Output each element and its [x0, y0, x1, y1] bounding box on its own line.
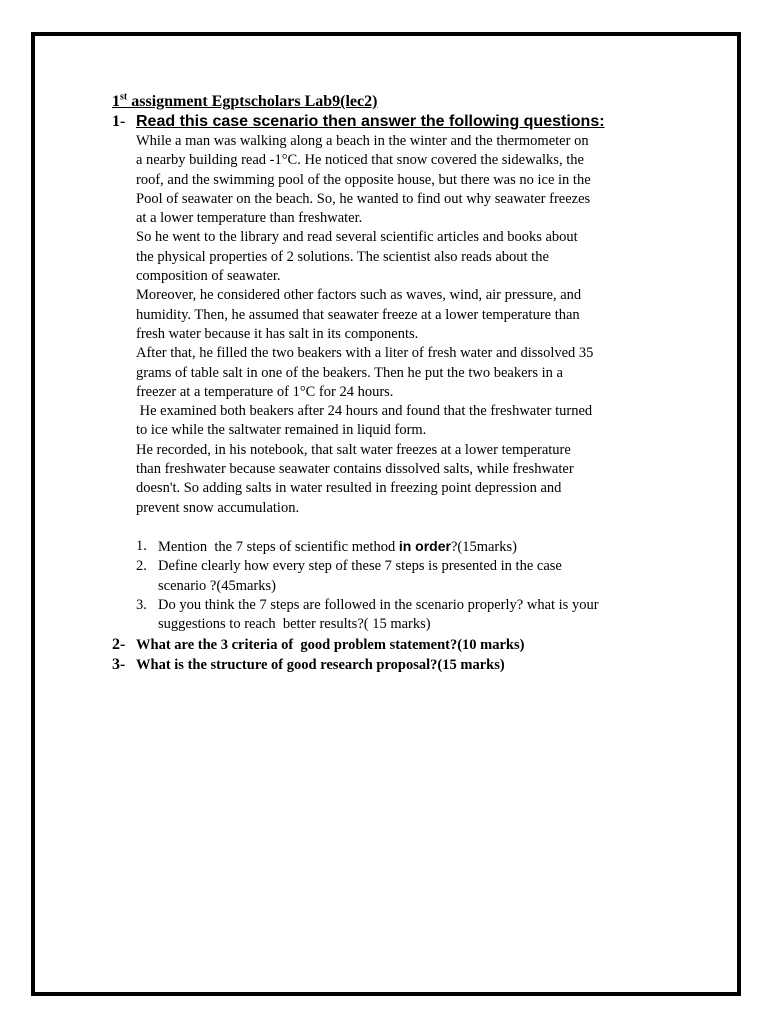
- scenario-line: Pool of seawater on the beach. So, he wanted to find out why seawater freezes: [136, 190, 591, 207]
- scenario-line: composition of seawater.: [136, 268, 281, 285]
- scenario-line: fresh water because it has salt in its components.: [136, 325, 419, 342]
- scenario-line: While a man was walking along a beach in the winter and the thermometer on: [136, 133, 589, 149]
- scenario-line: than freshwater because seawater contains dissolved salts, while freshwater: [136, 461, 574, 478]
- question-1-text: Read this case scenario then answer the following questions:: [136, 113, 605, 130]
- question-3: 3- What is the structure of good research proposal?(15 marks): [112, 656, 505, 674]
- scenario-line: freezer at a temperature of 1°C for 24 hours.: [136, 383, 394, 400]
- scenario-line: grams of table salt in one of the beakers. Then he put the two beakers in a: [136, 364, 563, 381]
- scenario-line: Moreover, he considered other factors such as waves, wind, air pressure, and: [136, 287, 582, 304]
- scenario-line: a nearby building read -1°C. He noticed that snow covered the sidewalks, the: [136, 152, 584, 169]
- scenario-line: doesn't. So adding salts in water resulted in freezing point depression and: [136, 480, 562, 497]
- question-2: 2- What are the 3 criteria of good problem statement?(10 marks): [112, 636, 525, 654]
- scenario-line: to ice while the saltwater remained in liquid form.: [136, 422, 427, 439]
- case-scenario: [136, 132, 672, 518]
- sub-question-2: 2. Define clearly how every step of these 7 steps is presented in the case scenario ?(45marks): [136, 558, 562, 594]
- sub-question-3: 3. Do you think the 7 steps are followed in the scenario properly? what is your suggestions to reach better results?( 15 marks): [136, 596, 599, 633]
- sub-question-list: [136, 537, 672, 634]
- scenario-line: He examined both beakers after 24 hours and found that the freshwater turned: [136, 403, 593, 420]
- scenario-line: He recorded, in his notebook, that salt water freezes at a lower temperature: [136, 441, 571, 458]
- scenario-line: the physical properties of 2 solutions. The scientist also reads about the: [136, 248, 549, 265]
- sub-question-1: 1. Mention the 7 steps of scientific method in order?(15marks): [136, 537, 517, 555]
- scenario-line: humidity. Then, he assumed that seawater freeze at a lower temperature than: [136, 306, 580, 323]
- scenario-line: roof, and the swimming pool of the opposite house, but there was no ice in the: [136, 171, 591, 188]
- question-1-heading: [112, 112, 672, 132]
- question-1-number: 1-: [112, 113, 126, 130]
- scenario-line: at a lower temperature than freshwater.: [136, 210, 363, 227]
- scenario-line: After that, he filled the two beakers with a liter of fresh water and dissolved 35: [136, 345, 594, 362]
- scenario-line: So he went to the library and read several scientific articles and books about: [136, 229, 578, 246]
- scenario-line: prevent snow accumulation.: [136, 499, 300, 516]
- assignment-content: [112, 92, 672, 675]
- assignment-title: 1st assignment Egptscholars Lab9(lec2): [112, 91, 378, 110]
